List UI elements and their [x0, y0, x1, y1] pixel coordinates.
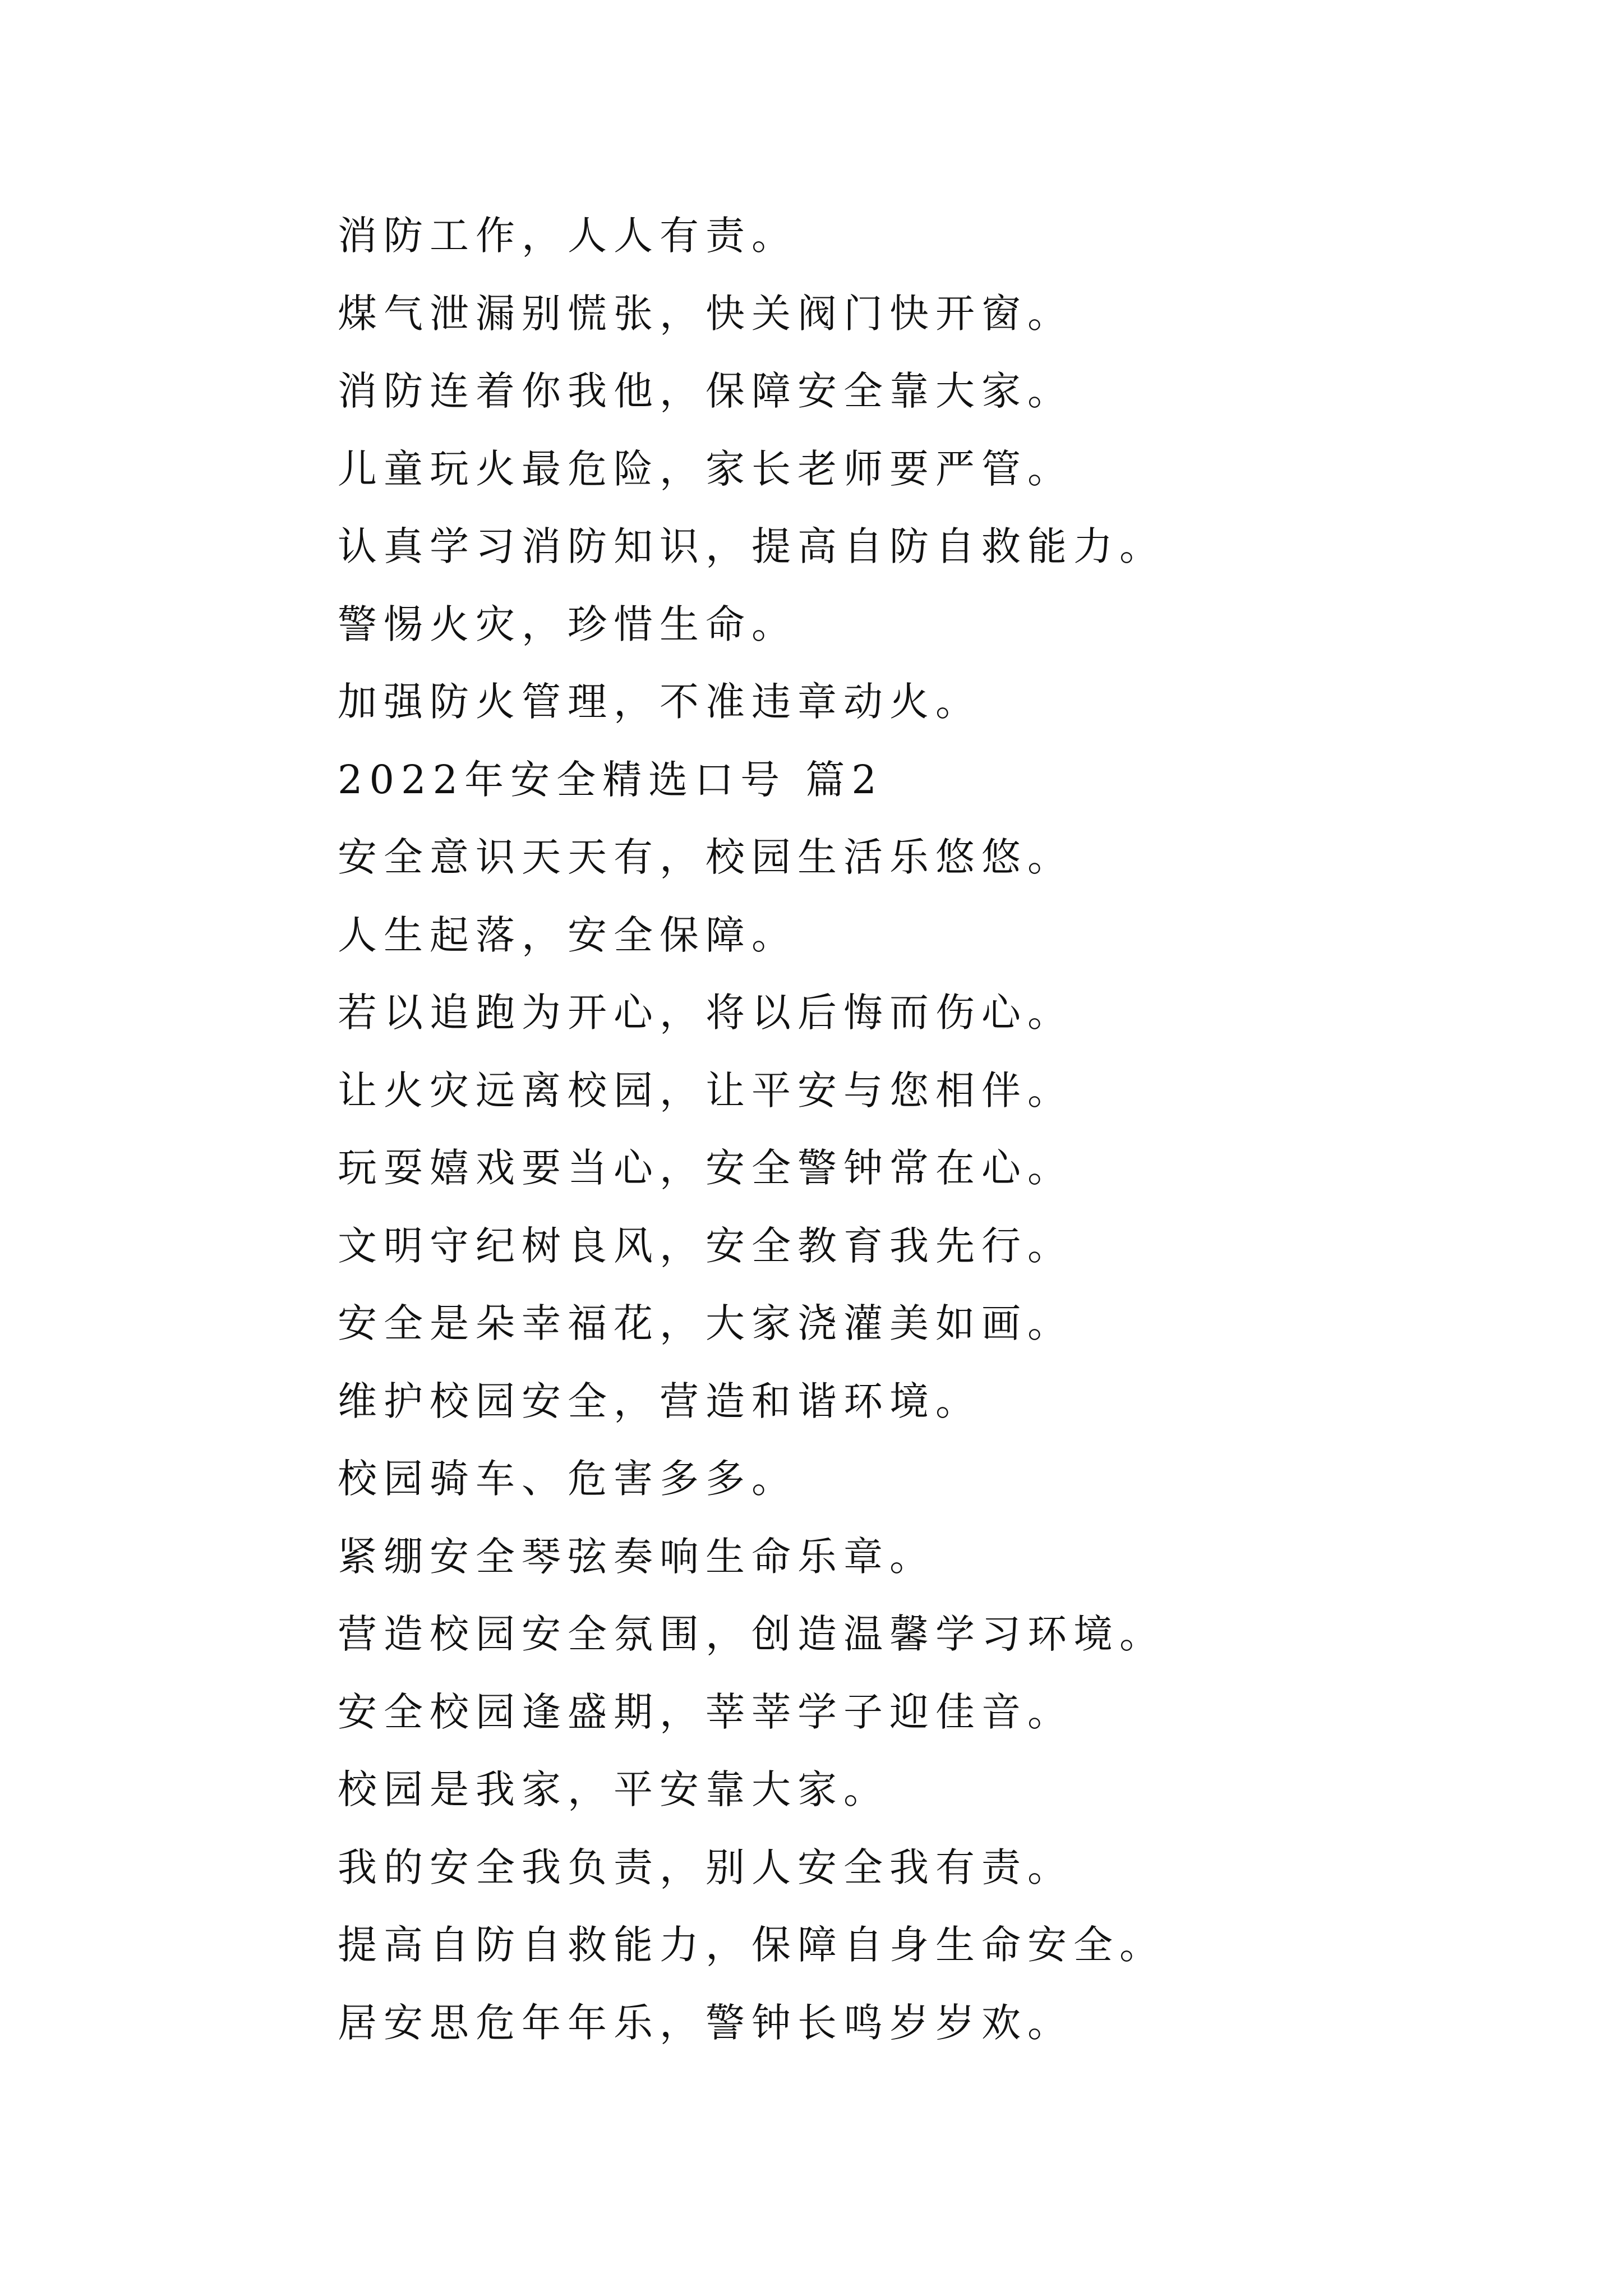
text-line: 提高自防自救能力，保障自身生命安全。 — [338, 1922, 1165, 1968]
text-line: 校园是我家，平安靠大家。 — [338, 1766, 889, 1812]
text-line: 我的安全我负责，别人安全我有责。 — [338, 1844, 1073, 1890]
text-line: 儿童玩火最危险，家长老师要严管。 — [338, 445, 1073, 492]
text-line: 消防工作，人人有责。 — [338, 213, 797, 259]
text-line: 校园骑车、危害多多。 — [338, 1456, 797, 1502]
text-line: 安全意识天天有，校园生活乐悠悠。 — [338, 834, 1073, 880]
text-line: 安全校园逢盛期，莘莘学子迎佳音。 — [338, 1688, 1073, 1735]
section-heading: 2022年安全精选口号 篇2 — [338, 756, 883, 803]
text-line: 安全是朵幸福花，大家浇灌美如画。 — [338, 1300, 1073, 1346]
text-line: 警惕火灾，珍惜生命。 — [338, 601, 797, 647]
text-line: 若以追跑为开心，将以后悔而伤心。 — [338, 990, 1073, 1036]
text-line: 维护校园安全，营造和谐环境。 — [338, 1378, 981, 1424]
text-line: 认真学习消防知识，提高自防自救能力。 — [338, 523, 1165, 569]
text-line: 煤气泄漏别慌张，快关阀门快开窗。 — [338, 290, 1073, 337]
text-line: 玩耍嬉戏要当心，安全警钟常在心。 — [338, 1145, 1073, 1191]
text-line: 让火灾远离校园，让平安与您相伴。 — [338, 1067, 1073, 1114]
text-line: 人生起落，安全保障。 — [338, 912, 797, 958]
text-line: 居安思危年年乐，警钟长鸣岁岁欢。 — [338, 1999, 1073, 2046]
text-line: 紧绷安全琴弦奏响生命乐章。 — [338, 1533, 935, 1580]
text-line: 文明守纪树良风，安全教育我先行。 — [338, 1222, 1073, 1269]
text-line: 消防连着你我他，保障安全靠大家。 — [338, 368, 1073, 414]
document-body — [338, 213, 1515, 2081]
text-line: 加强防火管理，不准违章动火。 — [338, 679, 981, 725]
text-line: 营造校园安全氛围，创造温馨学习环境。 — [338, 1611, 1165, 1657]
